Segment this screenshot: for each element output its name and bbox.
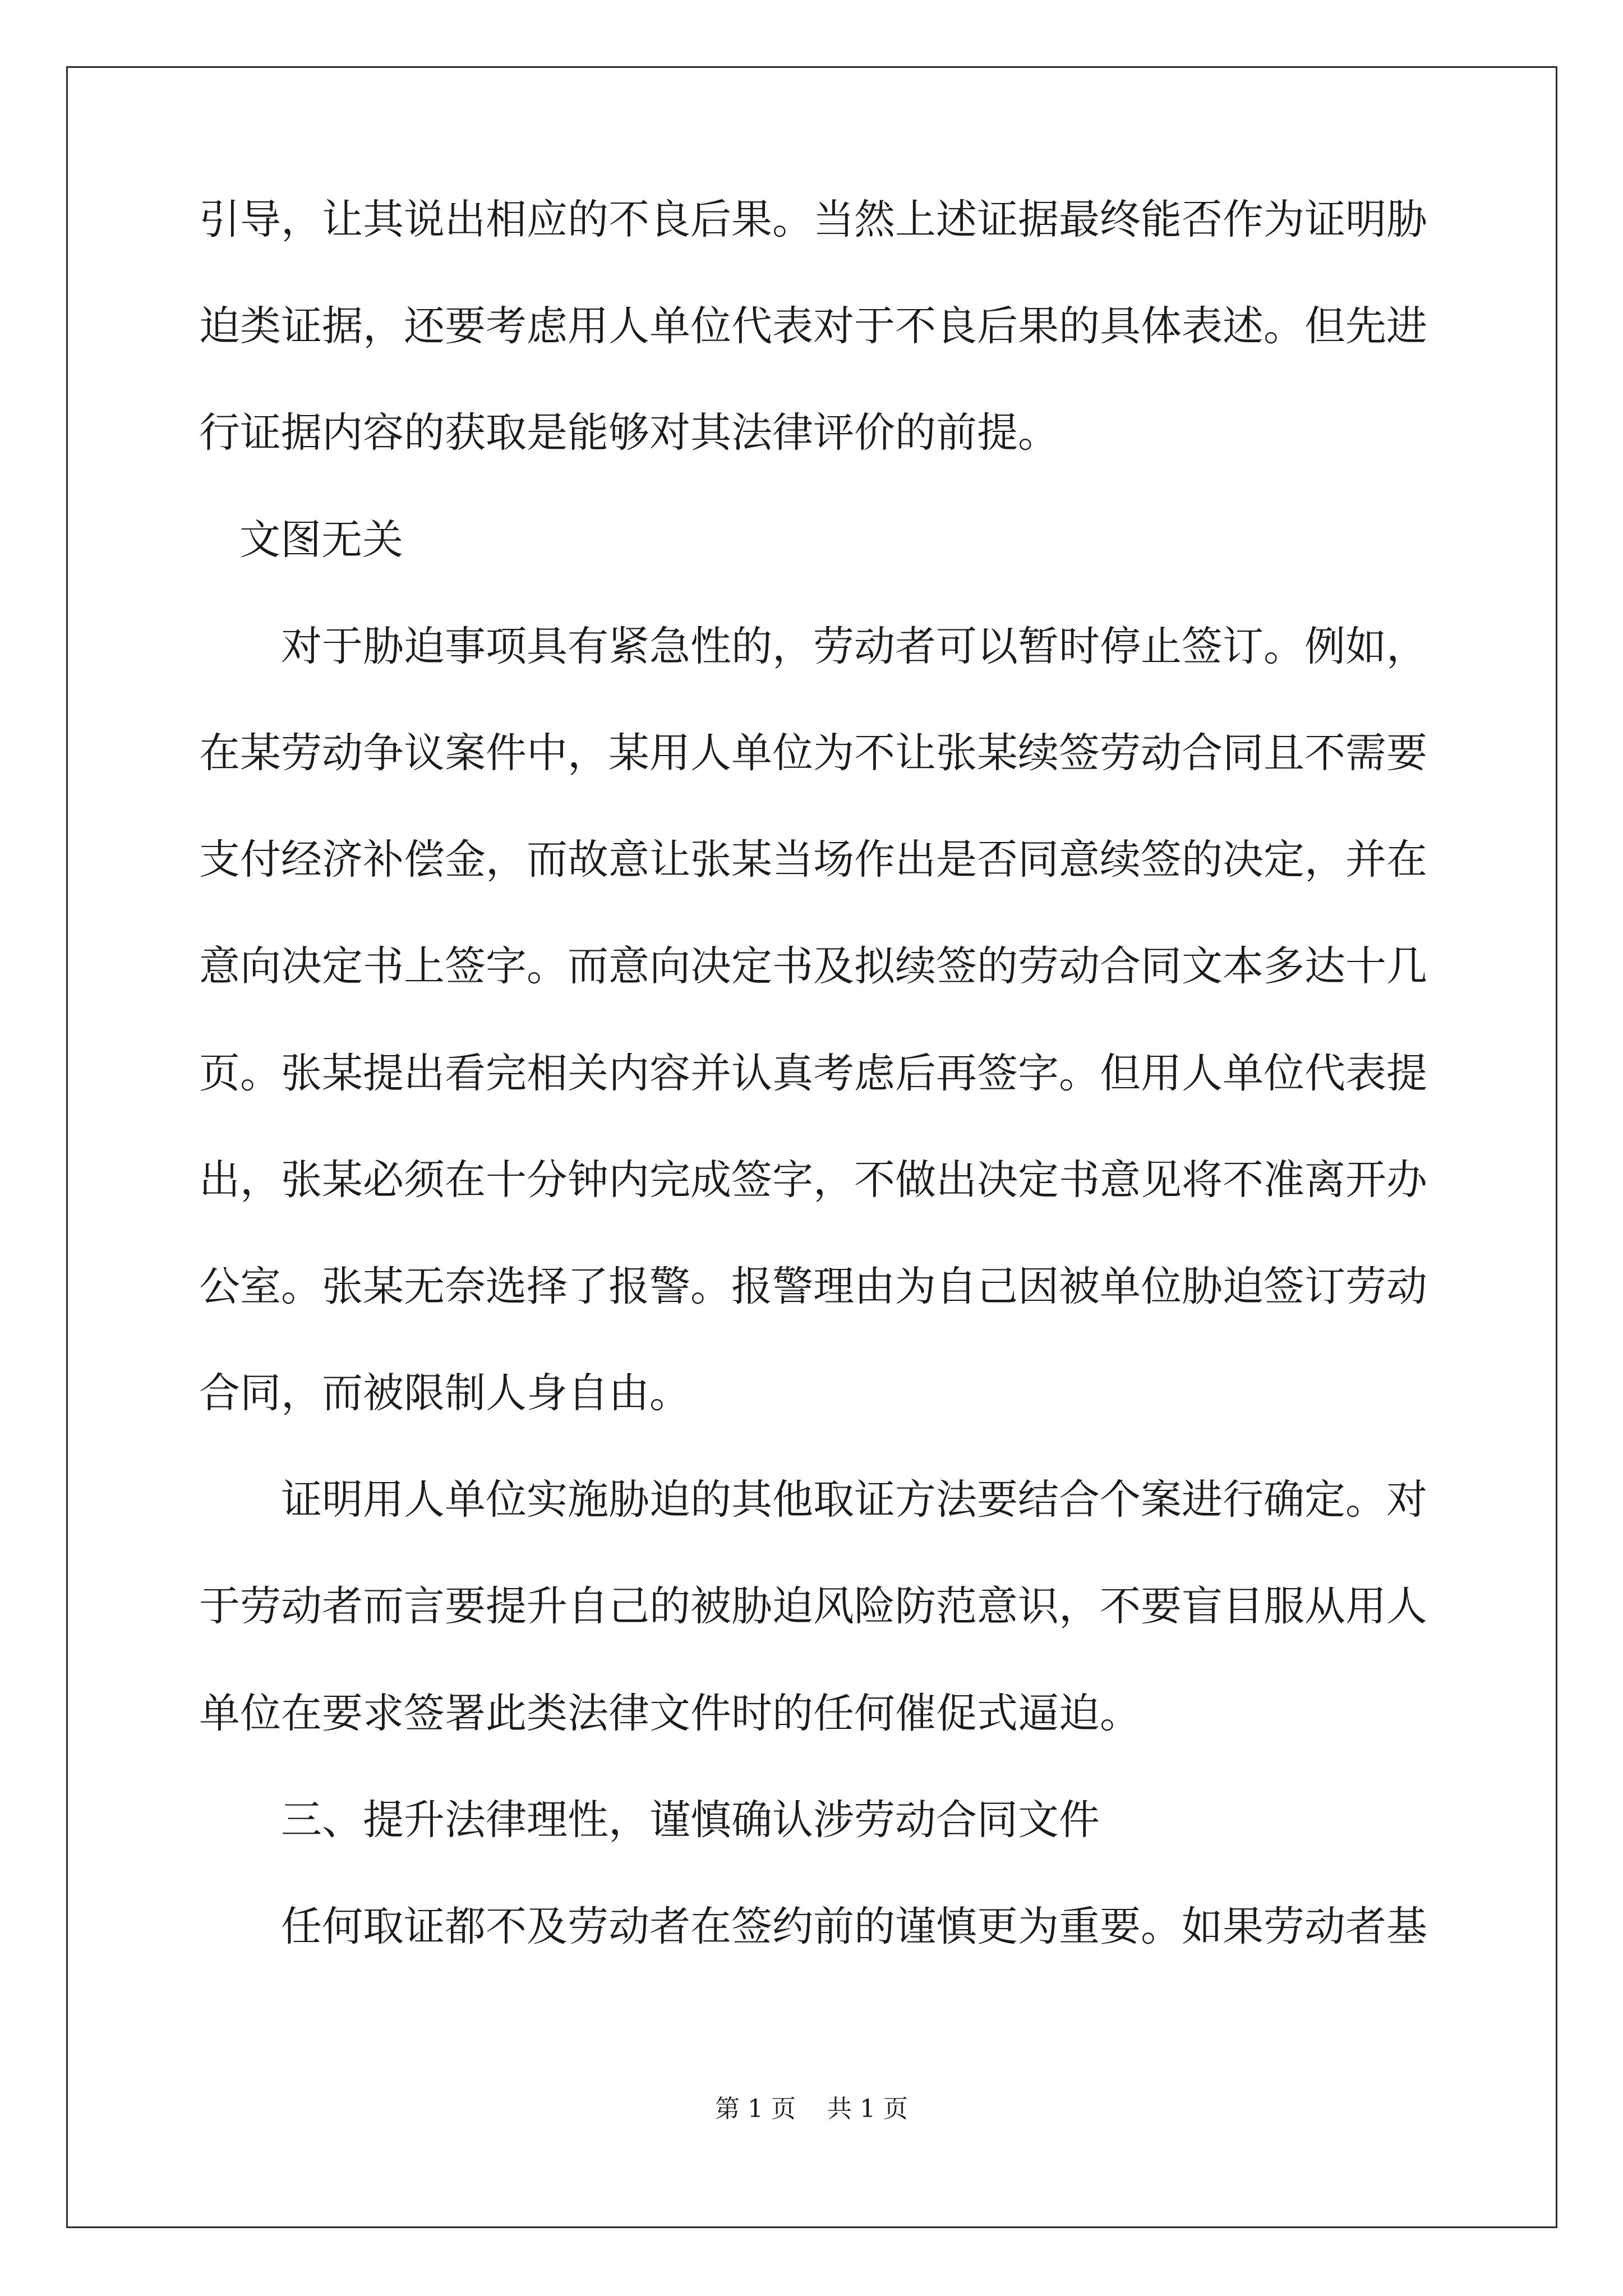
page-number-footer: 第 1 页 共 1 页	[715, 2095, 908, 2123]
paragraph-line: 对于胁迫事项具有紧急性的，劳动者可以暂时停止签订。例如，	[281, 622, 1427, 670]
paragraph-line: 行证据内容的获取是能够对其法律评价的前提。	[199, 409, 1059, 457]
paragraph-line: 迫类证据，还要考虑用人单位代表对于不良后果的具体表述。但先进	[199, 302, 1427, 351]
paragraph-line: 于劳动者而言要提升自己的被胁迫风险防范意识，不要盲目服从用人	[199, 1582, 1427, 1631]
paragraph-line: 页。张某提出看完相关内容并认真考虑后再签字。但用人单位代表提	[199, 1049, 1427, 1097]
paragraph-line: 引导，让其说出相应的不良后果。当然上述证据最终能否作为证明胁	[199, 196, 1427, 243]
paragraph-line: 支付经济补偿金，而故意让张某当场作出是否同意续签的决定，并在	[199, 836, 1427, 884]
document-body	[199, 196, 1427, 2013]
paragraph-line: 意向决定书上签字。而意向决定书及拟续签的劳动合同文本多达十几	[199, 942, 1427, 991]
paragraph-line: 单位在要求签署此类法律文件时的任何催促式逼迫。	[199, 1689, 1141, 1737]
paragraph-line: 在某劳动争议案件中，某用人单位为不让张某续签劳动合同且不需要	[199, 729, 1427, 777]
paragraph-line: 公室。张某无奈选择了报警。报警理由为自己因被单位胁迫签订劳动	[199, 1262, 1427, 1310]
paragraph-line: 任何取证都不及劳动者在签约前的谨慎更为重要。如果劳动者基	[281, 1903, 1427, 1950]
paragraph-line: 合同，而被限制人身自由。	[199, 1369, 690, 1418]
paragraph-line: 证明用人单位实施胁迫的其他取证方法要结合个案进行确定。对	[281, 1476, 1427, 1524]
image-caption: 文图无关	[239, 516, 403, 564]
paragraph-line: 出，张某必须在十分钟内完成签字，不做出决定书意见将不准离开办	[199, 1156, 1427, 1204]
section-heading: 三、提升法律理性，谨慎确认涉劳动合同文件	[281, 1796, 1100, 1844]
